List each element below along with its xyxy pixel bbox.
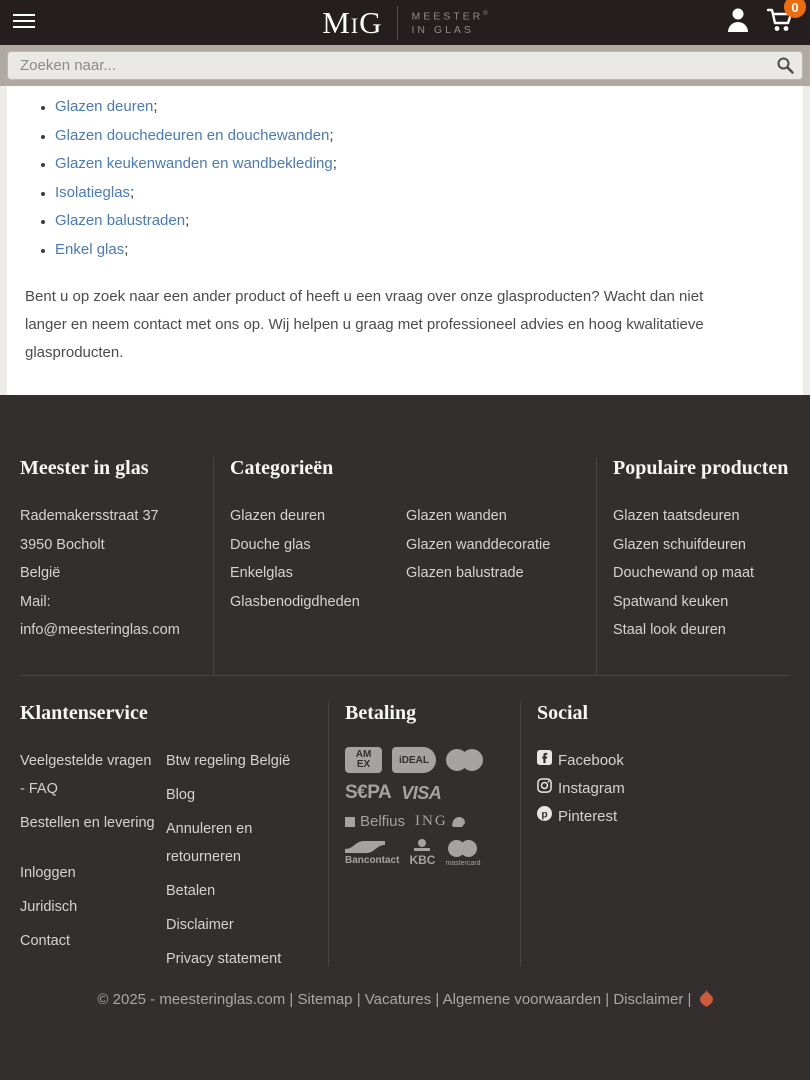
footer-category-link[interactable]: Enkelglas <box>230 565 293 581</box>
footer-service-link[interactable]: Contact <box>20 933 70 949</box>
footer-category-link[interactable]: Glazen deuren <box>230 508 326 524</box>
footer-service-link[interactable]: Annuleren en retourneren <box>166 821 253 865</box>
footer-popular-title: Populaire producten <box>613 457 789 479</box>
address-line: 3950 Bocholt <box>20 536 105 553</box>
sepa-icon: S€PA <box>345 782 392 803</box>
product-link-list <box>7 98 803 259</box>
footer-about-title: Meester in glas <box>20 457 149 479</box>
copyright-bar: © 2025 - meesteringlas.com | Sitemap | Vacatures | Algemene voorwaarden | Disclaimer | <box>0 966 810 1011</box>
footer-service-link[interactable]: Juridisch <box>20 899 78 915</box>
vacatures-link[interactable]: Vacatures <box>364 991 432 1008</box>
mastercard-text-icon: mastercard <box>445 840 480 867</box>
footer-social-title: Social <box>537 702 589 724</box>
footer-popular-link[interactable]: Glazen schuifdeuren <box>613 536 746 553</box>
search-bar-section <box>0 45 810 86</box>
bancontact-icon: Bancontact <box>345 840 399 866</box>
footer-category-link[interactable]: Glasbenodigdheden <box>230 593 360 610</box>
ideal-icon: iDEAL <box>392 747 436 773</box>
footer-service-column <box>20 702 328 966</box>
footer-category-link[interactable]: Glazen balustrade <box>406 565 524 581</box>
footer-categories-title: Categorieën <box>230 457 334 479</box>
email-link[interactable]: info@meesteringlas.com <box>20 622 180 638</box>
footer-popular-column <box>596 457 790 675</box>
footer-service-link[interactable]: Privacy statement <box>166 951 282 967</box>
hamburger-menu-icon[interactable] <box>13 14 35 28</box>
site-footer <box>0 395 810 1080</box>
search-icon[interactable] <box>777 57 794 79</box>
list-item: • Glazen balustraden; <box>55 212 803 230</box>
cart-count-badge: 0 <box>784 0 806 18</box>
footer-service-link[interactable]: Bestellen en levering <box>20 815 155 831</box>
intro-paragraph: Bent u op zoek naar een ander product of heeft u een vraag over onze glasproducten? Wacht dan niet langer en neem contact met ons op. Wij helpen u graag met professioneel advies en hoog kwalitatieve glasproducten. <box>25 287 704 361</box>
logo-mark: MIG <box>322 5 383 40</box>
footer-categories-column <box>213 457 596 675</box>
footer-social-column <box>520 702 790 966</box>
copyright-text: © 2025 - meesteringlas.com <box>97 991 286 1008</box>
logo[interactable] <box>322 6 487 40</box>
account-icon[interactable] <box>726 7 750 38</box>
footer-popular-link[interactable]: Glazen taatsdeuren <box>613 508 740 524</box>
footer-service-link[interactable]: Betalen <box>166 883 216 899</box>
footer-service-link[interactable]: Blog <box>166 787 196 803</box>
belfius-icon: Belfius <box>345 813 405 830</box>
footer-popular-link[interactable]: Staal look deuren <box>613 622 726 638</box>
voorwaarden-link[interactable]: Algemene voorwaarden <box>442 991 602 1008</box>
logo-divider <box>397 6 398 40</box>
cart-icon[interactable] <box>766 0 800 38</box>
facebook-link[interactable]: Facebook <box>537 747 790 775</box>
address-line: Rademakersstraat 37 <box>20 508 159 524</box>
content-link[interactable]: Glazen deuren <box>55 98 154 115</box>
content-link[interactable]: Glazen douchedeuren en douchewanden <box>55 126 330 144</box>
pinterest-icon <box>537 803 552 831</box>
list-item: • Enkel glas; <box>55 241 803 259</box>
visa-icon: VISA <box>401 782 442 803</box>
main-content <box>7 86 803 395</box>
footer-service-link[interactable]: Disclaimer <box>166 917 234 933</box>
footer-category-link[interactable]: Glazen wanden <box>406 508 507 524</box>
amex-icon: AM EX <box>345 747 382 773</box>
list-item: • Glazen deuren; <box>55 98 803 116</box>
footer-payment-column <box>328 702 520 966</box>
footer-popular-link[interactable]: Douchewand op maat <box>613 565 755 581</box>
logo-subtitle: MEESTER® IN GLAS <box>411 10 488 36</box>
content-link[interactable]: Enkel glas <box>55 240 125 258</box>
footer-popular-link[interactable]: Spatwand keuken <box>613 593 729 610</box>
content-link[interactable]: Glazen balustraden <box>55 212 186 229</box>
svg-text:p: p <box>541 809 548 821</box>
footer-payment-title: Betaling <box>345 702 417 724</box>
list-item: • Glazen keukenwanden en wandbekleding; <box>55 155 803 173</box>
content-link[interactable]: Glazen keukenwanden en wandbekleding <box>55 155 333 172</box>
lightspeed-icon[interactable] <box>700 990 713 1011</box>
site-header <box>0 0 810 45</box>
content-link[interactable]: Isolatieglas <box>55 183 131 201</box>
sitemap-link[interactable]: Sitemap <box>297 991 353 1008</box>
list-item: • Isolatieglas; <box>55 184 803 202</box>
ing-icon: ING <box>415 813 466 830</box>
address-line: België <box>20 565 61 581</box>
list-item: • Glazen douchedeuren en douchewanden; <box>55 127 803 145</box>
footer-service-title: Klantenservice <box>20 702 148 724</box>
footer-service-link[interactable]: Inloggen <box>20 865 76 881</box>
footer-service-link[interactable]: Veelgestelde vragen - FAQ <box>20 753 152 797</box>
facebook-icon <box>537 747 552 775</box>
disclaimer-link[interactable]: Disclaimer <box>613 991 684 1008</box>
footer-category-link[interactable]: Glazen wanddecoratie <box>406 536 551 553</box>
footer-service-link[interactable]: Btw regeling België <box>166 753 291 769</box>
footer-about-column <box>20 457 213 675</box>
pinterest-link[interactable]: p Pinterest <box>537 803 790 831</box>
mail-label: Mail: <box>20 593 51 610</box>
instagram-icon <box>537 775 552 803</box>
mastercard-icon <box>446 748 484 772</box>
search-input[interactable] <box>7 51 803 80</box>
footer-category-link[interactable]: Douche glas <box>230 536 311 553</box>
instagram-link[interactable]: Instagram <box>537 775 790 803</box>
kbc-icon: KBC <box>409 839 435 867</box>
